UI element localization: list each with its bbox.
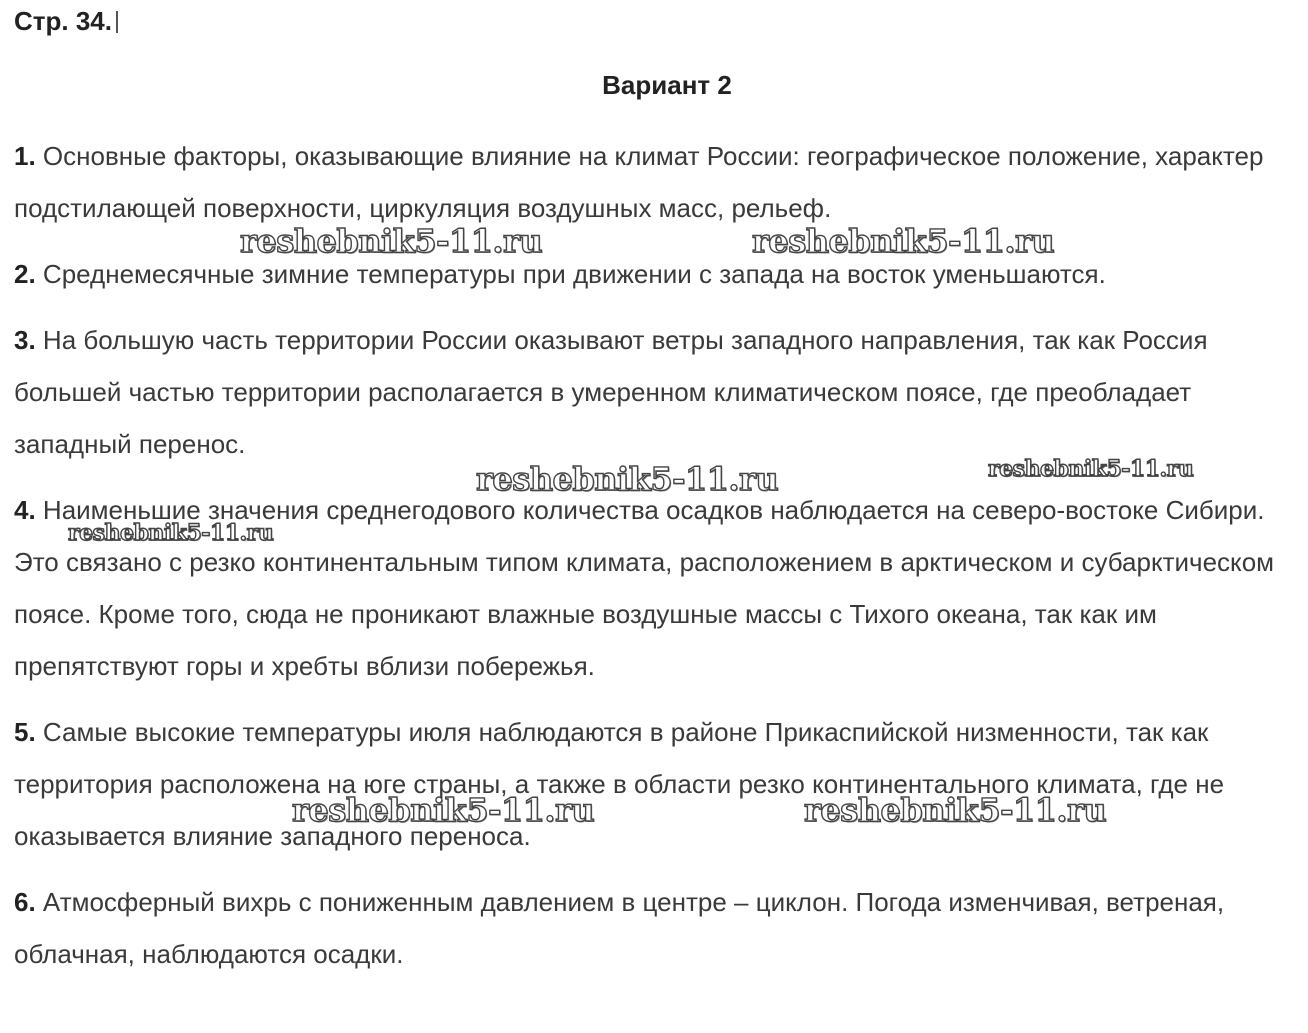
answer-item-6: [14, 876, 1304, 980]
answer-number: 2.: [14, 259, 36, 289]
answer-item-3: [14, 314, 1304, 470]
answer-list: [14, 130, 1304, 994]
text-cursor: [116, 11, 118, 33]
answer-item-5: [14, 706, 1304, 862]
watermark: reshebnik5-11.ru: [292, 791, 595, 829]
answer-number: 3.: [14, 325, 36, 355]
watermark: reshebnik5-11.ru: [804, 791, 1107, 829]
answer-item-1: [14, 130, 1304, 234]
answer-number: 5.: [14, 717, 36, 747]
answer-text: Среднемесячные зимние температуры при движении с запада на восток уменьшаются.: [42, 259, 1106, 289]
watermark: reshebnik5-11.ru: [240, 222, 543, 260]
watermark: reshebnik5-11.ru: [68, 520, 274, 546]
variant-title: Вариант 2: [602, 70, 732, 100]
answer-item-2: [14, 248, 1304, 300]
answer-number: 1.: [14, 141, 36, 171]
watermark: reshebnik5-11.ru: [988, 456, 1194, 482]
answer-item-4: [14, 484, 1304, 692]
page-number-label: [14, 6, 118, 37]
answer-text: Атмосферный вихрь с пониженным давлением в центре – циклон. Погода изменчивая, ветреная, облачная, наблюдаются осадки.: [14, 887, 1225, 969]
answer-text: Наименьшие значения среднегодового количества осадков наблюдается на северо-востоке Сибири. Это связано с резко континентальным типом климата, расположением в арктическом и субарктическом поясе. Кроме того, сюда не проникают влажные воздушные массы с Тихого океана, так как им препятствуют горы и хребты вблизи побережья.: [14, 495, 1275, 681]
answer-number: 6.: [14, 887, 36, 917]
answer-text: Самые высокие температуры июля наблюдаются в районе Прикаспийской низменности, так как территория расположена на юге страны, а также в области резко континентального климата, где не оказывается влияние западного переноса.: [14, 717, 1225, 851]
watermark: reshebnik5-11.ru: [752, 222, 1055, 260]
page-number-text: Стр. 34.: [14, 6, 112, 36]
answer-text: На большую часть территории России оказывают ветры западного направления, так как Россия большей частью территории располагается в умеренном климатическом поясе, где преобладает западный перенос.: [14, 325, 1208, 459]
answer-number: 4.: [14, 495, 36, 525]
answer-text: Основные факторы, оказывающие влияние на климат России: географическое положение, характер подстилающей поверхности, циркуляция воздушных масс, рельеф.: [14, 141, 1264, 223]
watermark: reshebnik5-11.ru: [476, 460, 779, 498]
